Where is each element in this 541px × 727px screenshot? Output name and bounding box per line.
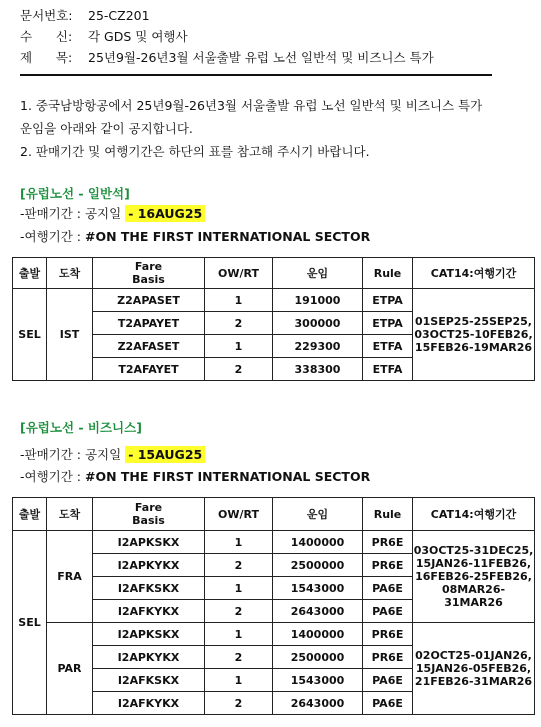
rule-cell: PR6E xyxy=(363,646,413,669)
amount-cell: 229300 xyxy=(273,335,363,358)
doc-number-label: 문서번호: xyxy=(20,8,73,23)
ow-rt-cell: 2 xyxy=(205,646,273,669)
col-origin: 출발 xyxy=(13,498,47,531)
destination-cell: PAR xyxy=(47,623,93,715)
col-amount: 운임 xyxy=(273,258,363,289)
col-rule: Rule xyxy=(363,258,413,289)
ow-rt-cell: 2 xyxy=(205,312,273,335)
fare-basis-cell: I2APKSKX xyxy=(93,623,205,646)
fare-basis-cell: I2APKYKX xyxy=(93,646,205,669)
col-destination: 도착 xyxy=(47,258,93,289)
doc-number-row xyxy=(20,8,150,24)
col-origin: 출발 xyxy=(13,258,47,289)
subject-row xyxy=(20,50,434,66)
economy-travel-value: #ON THE FIRST INTERNATIONAL SECTOR xyxy=(84,229,371,244)
subject-label: 제 목: xyxy=(20,50,73,65)
recipient-row xyxy=(20,29,188,45)
fare-basis-cell: Z2AFASET xyxy=(93,335,205,358)
business-sale-label: -판매기간 : 공지일 xyxy=(20,447,122,462)
economy-travel-label: -여행기간 : xyxy=(20,229,81,244)
amount-cell: 338300 xyxy=(273,358,363,381)
destination-cell: FRA xyxy=(47,531,93,623)
destination-cell: IST xyxy=(47,289,93,381)
cat14-line: 15JAN26-05FEB26, xyxy=(415,662,532,675)
origin-cell: SEL xyxy=(13,289,47,381)
rule-cell: PR6E xyxy=(363,531,413,554)
cat14-line: 03OCT25-10FEB26, xyxy=(414,328,533,341)
col-ow-rt: OW/RT xyxy=(205,258,273,289)
amount-cell: 2500000 xyxy=(273,646,363,669)
table-header-row xyxy=(13,498,535,531)
amount-cell: 1400000 xyxy=(273,623,363,646)
recipient-label: 수 신: xyxy=(20,29,73,44)
rule-cell: ETFA xyxy=(363,335,413,358)
economy-section-title: [유럽노선 - 일반석] xyxy=(20,186,130,201)
fare-basis-cell: T2APAYET xyxy=(93,312,205,335)
col-cat14: CAT14:여행기간 xyxy=(413,258,535,289)
cat14-line: 21FEB26-31MAR26 xyxy=(414,675,533,688)
fare-basis-cell: I2APKSKX xyxy=(93,531,205,554)
rule-cell: PA6E xyxy=(363,600,413,623)
col-cat14: CAT14:여행기간 xyxy=(413,498,535,531)
fare-basis-cell: I2AFKYKX xyxy=(93,692,205,715)
fare-basis-cell: I2APKYKX xyxy=(93,554,205,577)
fare-basis-cell: I2AFKYKX xyxy=(93,600,205,623)
rule-cell: ETFA xyxy=(363,358,413,381)
rule-cell: ETPA xyxy=(363,289,413,312)
doc-number: 25-CZ201 xyxy=(88,8,150,23)
cat14-cell xyxy=(413,623,535,715)
cat14-cell xyxy=(413,289,535,381)
cat14-line: 15JAN26-11FEB26, xyxy=(415,557,532,570)
economy-sale-period xyxy=(20,205,205,223)
origin-cell: SEL xyxy=(13,531,47,715)
amount-cell: 300000 xyxy=(273,312,363,335)
body-line-3: 2. 판매기간 및 여행기간은 하단의 표를 참고해 주시기 바랍니다. xyxy=(20,144,370,159)
col-fare-basis: Fare Basis xyxy=(93,258,205,289)
header-divider xyxy=(20,74,492,76)
table-row xyxy=(13,623,535,646)
amount-cell: 191000 xyxy=(273,289,363,312)
cat14-line: 03OCT25-31DEC25, xyxy=(413,544,534,557)
col-ow-rt: OW/RT xyxy=(205,498,273,531)
rule-cell: PA6E xyxy=(363,577,413,600)
business-fare-table xyxy=(12,497,535,715)
fare-basis-cell: T2AFAYET xyxy=(93,358,205,381)
fare-basis-cell: Z2APASET xyxy=(93,289,205,312)
rule-cell: PR6E xyxy=(363,623,413,646)
col-amount: 운임 xyxy=(273,498,363,531)
rule-cell: PA6E xyxy=(363,692,413,715)
amount-cell: 1543000 xyxy=(273,577,363,600)
rule-cell: ETPA xyxy=(363,312,413,335)
table-row xyxy=(13,531,535,554)
business-travel-label: -여행기간 : xyxy=(20,469,81,484)
ow-rt-cell: 1 xyxy=(205,335,273,358)
recipient: 각 GDS 및 여행사 xyxy=(88,29,188,44)
economy-sale-date: - 16AUG25 xyxy=(125,205,205,222)
body-line-1: 1. 중국남방항공에서 25년9월-26년3월 서울출발 유럽 노선 일반석 및 비즈니스 특가 xyxy=(20,98,483,113)
col-destination: 도착 xyxy=(47,498,93,531)
ow-rt-cell: 2 xyxy=(205,358,273,381)
ow-rt-cell: 1 xyxy=(205,289,273,312)
cat14-line: 15FEB26-19MAR26 xyxy=(414,341,533,354)
rule-cell: PR6E xyxy=(363,554,413,577)
table-header-row xyxy=(13,258,535,289)
fare-basis-cell: I2AFKSKX xyxy=(93,669,205,692)
amount-cell: 2643000 xyxy=(273,692,363,715)
economy-sale-label: -판매기간 : 공지일 xyxy=(20,206,122,221)
body-line-2: 운임을 아래와 같이 공지합니다. xyxy=(20,121,193,136)
cat14-cell xyxy=(413,531,535,623)
amount-cell: 2643000 xyxy=(273,600,363,623)
table-row xyxy=(13,289,535,312)
ow-rt-cell: 2 xyxy=(205,692,273,715)
ow-rt-cell: 2 xyxy=(205,554,273,577)
amount-cell: 1543000 xyxy=(273,669,363,692)
business-section-title: [유럽노선 - 비즈니스] xyxy=(20,420,142,435)
ow-rt-cell: 2 xyxy=(205,600,273,623)
cat14-line: 02OCT25-01JAN26, xyxy=(415,649,532,662)
economy-fare-table xyxy=(12,257,535,381)
economy-travel-period xyxy=(20,228,370,246)
cat14-line: 08MAR26-31MAR26 xyxy=(441,583,506,609)
rule-cell: PA6E xyxy=(363,669,413,692)
cat14-line: 16FEB26-25FEB26, xyxy=(415,570,532,583)
ow-rt-cell: 1 xyxy=(205,577,273,600)
business-travel-value: #ON THE FIRST INTERNATIONAL SECTOR xyxy=(84,469,371,484)
business-sale-date: - 15AUG25 xyxy=(125,446,205,463)
subject: 25년9월-26년3월 서울출발 유럽 노선 일반석 및 비즈니스 특가 xyxy=(88,50,434,65)
fare-basis-cell: I2AFKSKX xyxy=(93,577,205,600)
business-travel-period xyxy=(20,468,370,486)
col-rule: Rule xyxy=(363,498,413,531)
ow-rt-cell: 1 xyxy=(205,531,273,554)
amount-cell: 1400000 xyxy=(273,531,363,554)
amount-cell: 2500000 xyxy=(273,554,363,577)
cat14-line: 01SEP25-25SEP25, xyxy=(415,315,532,328)
col-fare-basis: Fare Basis xyxy=(93,498,205,531)
business-sale-period xyxy=(20,446,205,464)
ow-rt-cell: 1 xyxy=(205,669,273,692)
ow-rt-cell: 1 xyxy=(205,623,273,646)
